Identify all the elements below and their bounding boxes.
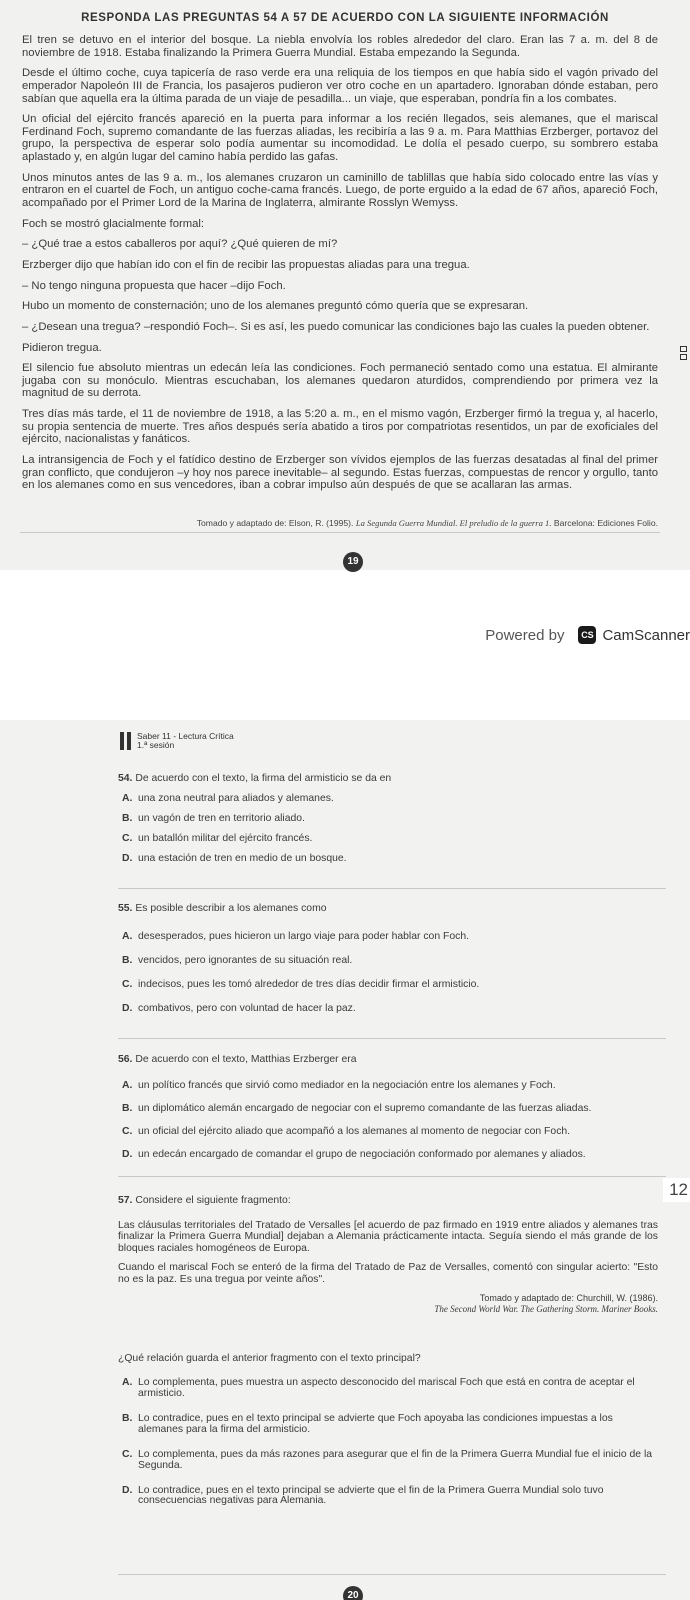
question-55: 55. Es posible describir a los alemanes como A. desesperados, pues hicieron un largo viaje para poder hablar con Foch. B. vencidos, pero ignorantes de su situación real. C. indecisos, pues les tomó alrededor de tres días decidir firmar el armisticio. D. combativos, pero con voluntad de hacer la paz.	[118, 903, 658, 1024]
paragraph: – ¿Qué trae a estos caballeros por aquí? ¿Qué quieren de mí?	[22, 238, 338, 251]
fragment-source: Tomado y adaptado de: Churchill, W. (1986). The Second World War. The Gathering Storm. Mariner Books.	[434, 1293, 658, 1315]
paragraph: Desde el último coche, cuya tapicería de raso verde era una reliquia de los tiempos en que había sido el vagón privado del emperador Napoleón III de Francia, los pasajeros pudieron ver otro coche en un apartadero. Ignoraban dónde estaban, pero sabían que aquella era la última parada de un viaje de pesadilla... un viaje, que esperaban, pondría fin a los combates.	[22, 67, 658, 105]
option-b[interactable]: B. vencidos, pero ignorantes de su situación real.	[122, 954, 353, 966]
divider	[118, 1038, 666, 1039]
divider	[118, 888, 666, 889]
paragraph: La intransigencia de Foch y el fatídico destino de Erzberger son vívidos ejemplos de las fuerzas desatadas al final del primer gran conflicto, que condujeron –y hoy nos parece inevitable– al segundo. Estas fuerzas, compuestas de rencor y orgullo, tanto en los alemanes como en sus vencedores, iban a cobrar impulso aún después de que se acallaran las armas.	[22, 454, 658, 492]
option-a[interactable]: A. un político francés que sirvió como mediador en la negociación entre los alemanes y Foch.	[122, 1080, 556, 1091]
divider	[20, 532, 660, 533]
option-d[interactable]: D. combativos, pero con voluntad de hacer la paz.	[122, 1002, 356, 1014]
option-c[interactable]: C. un batallón militar del ejército francés.	[122, 832, 313, 844]
question-57: 57. Considere el siguiente fragmento:	[118, 1195, 291, 1206]
option-c[interactable]: C. indecisos, pues les tomó alrededor de tres días decidir firmar el armisticio.	[122, 978, 480, 990]
source-citation: Tomado y adaptado de: Elson, R. (1995). La Segunda Guerra Mundial. El preludio de la guerra 1. Barcelona: Ediciones Folio.	[196, 518, 658, 528]
fragment-paragraph: Las cláusulas territoriales del Tratado de Versalles [el acuerdo de paz firmado en 1919 entre aliados y alemanes tras finalizar la Primera Guerra Mundial] dejaban a Alemania prácticamente intacta. Seguía siendo el más grande de los bloques raciales homogéneos de Europa.	[118, 1220, 658, 1254]
page-number-badge: 20	[343, 1586, 363, 1600]
paragraph: Un oficial del ejército francés apareció en la puerta para informar a los recién llegados, seis alemanes, que el mariscal Ferdinand Foch, supremo comandante de las fuerzas aliadas, les recibiría a las 9 a. m. Para Matthias Erzberger, portavoz del grupo, la perspectiva de esperar solo podía aumentar su incomodidad. Le dolía el pesado cuerpo, su sombrero estaba aplastado y, en algún lugar del camino había perdido las gafas.	[22, 113, 658, 164]
option-a[interactable]: A. Lo complementa, pues muestra un aspecto desconocido del mariscal Foch que está en contra de aceptar el armisticio.	[122, 1377, 635, 1399]
paragraph: Erzberger dijo que habían ido con el fin de recibir las propuestas aliadas para una tregua.	[22, 258, 470, 271]
fragment-paragraph: Cuando el mariscal Foch se enteró de la firma del Tratado de Paz de Versalles, comentó con singular acierto: "Esto no es la paz. Es una tregua por veinte años".	[118, 1262, 658, 1285]
quoted-fragment	[118, 1220, 658, 1316]
option-b[interactable]: B. un vagón de tren en territorio aliado.	[122, 812, 305, 824]
question-stem: Es posible describir a los alemanes como	[135, 903, 327, 914]
paragraph: El silencio fue absoluto mientras un edecán leía las condiciones. Foch permaneció sentado como una estatua. El almirante jugaba con su monóculo. Mientras escuchaban, los alemanes quedaron aturdidos, comprendiendo por primera vez la magnitud de su derrota.	[22, 362, 658, 400]
option-d[interactable]: D. Lo contradice, pues en el texto principal se advierte que el fin de la Primera Guerra Mundial solo tuvo consecuencias negativas para Alemania.	[122, 1484, 604, 1507]
edge-page-number: 12	[663, 1178, 690, 1202]
paragraph: Pidieron tregua.	[22, 341, 102, 354]
paragraph: Unos minutos antes de las 9 a. m., los alemanes cruzaron un caminillo de tablillas que había sido colocado entre las vías y entraron en el cuartel de Foch, un antiguo coche-cama francés. Luego, de porte erguido a la edad de 67 años, apareció Foch, acompañado por el Primer Lord de la Marina de Inglaterra, almirante Rosslyn Wemyss.	[22, 171, 658, 210]
paragraph: Foch se mostró glacialmente formal:	[22, 217, 205, 230]
exam-logo-icon	[120, 732, 131, 750]
paragraph: Hubo un momento de consternación; uno de los alemanes preguntó cómo quería que se expresaran.	[22, 300, 529, 313]
page-19	[0, 0, 690, 570]
question-57-options	[118, 1353, 658, 1516]
reading-text	[22, 34, 658, 500]
question-56: 56. De acuerdo con el texto, Matthias Erzberger era A. un político francés que sirvió como mediador en la negociación entre los alemanes y Foch. B. un diplomático alemán encargado de negociar con el supremo comandante de las fuerzas aliadas. C. un oficial del ejército aliado que acompañó a los alemanes al momento de negociar con Foch. D. un edecán encargado de comandar el grupo de negociación conformado por alemanes y aliados.	[118, 1054, 658, 1170]
exam-title: Saber 11 - Lectura Crítica	[137, 731, 234, 741]
scan-marks-icon	[680, 346, 688, 362]
option-c[interactable]: C. un oficial del ejército aliado que acompañó a los alemanes al momento de negociar con Foch.	[122, 1125, 571, 1137]
option-b[interactable]: B. un diplomático alemán encargado de negociar con el supremo comandante de las fuerzas aliadas.	[122, 1102, 592, 1114]
option-a[interactable]: A. desesperados, pues hicieron un largo viaje para poder hablar con Foch.	[122, 931, 469, 942]
question-stem: Considere el siguiente fragmento:	[135, 1195, 291, 1206]
exam-header	[120, 732, 234, 751]
divider	[118, 1176, 666, 1177]
question-stem: De acuerdo con el texto, la firma del armisticio se da en	[135, 773, 392, 784]
divider	[118, 1574, 666, 1575]
paragraph: – No tengo ninguna propuesta que hacer –dijo Foch.	[22, 279, 286, 292]
option-d[interactable]: D. una estación de tren en medio de un bosque.	[122, 852, 347, 864]
question-stem: De acuerdo con el texto, Matthias Erzberger era	[135, 1054, 357, 1065]
question-prompt: ¿Qué relación guarda el anterior fragmento con el texto principal?	[118, 1353, 421, 1364]
camscanner-logo-icon: CS	[578, 626, 596, 644]
powered-label: Powered by	[485, 626, 565, 644]
page-20	[0, 720, 690, 1600]
option-b[interactable]: B. Lo contradice, pues en el texto principal se advierte que Foch apoyaba las condiciones impuestas a los alemanes para la firma del armisticio.	[122, 1412, 613, 1435]
paragraph: – ¿Desean una tregua? –respondió Foch–. Si es así, les puedo comunicar las condiciones bajo las cuales la pueden obtener.	[22, 320, 650, 333]
paragraph: Tres días más tarde, el 11 de noviembre de 1918, a las 5:20 a. m., en el mismo vagón, Erzberger firmó la tregua y, al hacerlo, su propia sentencia de muerte. Tres años después sería abatido a tiros por compatriotas resentidos, un par de exoficiales del ejército, nacionalistas y fanáticos.	[22, 408, 658, 446]
question-54: 54. De acuerdo con el texto, la firma del armisticio se da en A. una zona neutral para aliados y alemanes. B. un vagón de tren en territorio aliado. C. un batallón militar del ejército francés. D. una estación de tren en medio de un bosque.	[118, 773, 658, 874]
option-a[interactable]: A. una zona neutral para aliados y alemanes.	[122, 793, 334, 804]
reading-heading: RESPONDA LAS PREGUNTAS 54 A 57 DE ACUERDO CON LA SIGUIENTE INFORMACIÓN	[81, 12, 609, 24]
exam-session: 1.ª sesión	[137, 740, 175, 751]
paragraph: El tren se detuvo en el interior del bosque. La niebla envolvía los robles alrededor del claro. Eran las 7 a. m. del 8 de noviembre de 1918. Estaba finalizando la Primera Guerra Mundial. Estaba empezando la Segunda.	[22, 34, 658, 59]
watermark-banner	[485, 625, 690, 645]
option-d[interactable]: D. un edecán encargado de comandar el grupo de negociación conformado por alemanes y aliados.	[122, 1148, 586, 1160]
brand-name: CamScanner	[602, 626, 690, 644]
page-number-badge: 19	[343, 552, 363, 572]
option-c[interactable]: C. Lo complementa, pues da más razones para asegurar que el fin de la Primera Guerra Mundial fue el inicio de la Segunda.	[122, 1448, 653, 1471]
